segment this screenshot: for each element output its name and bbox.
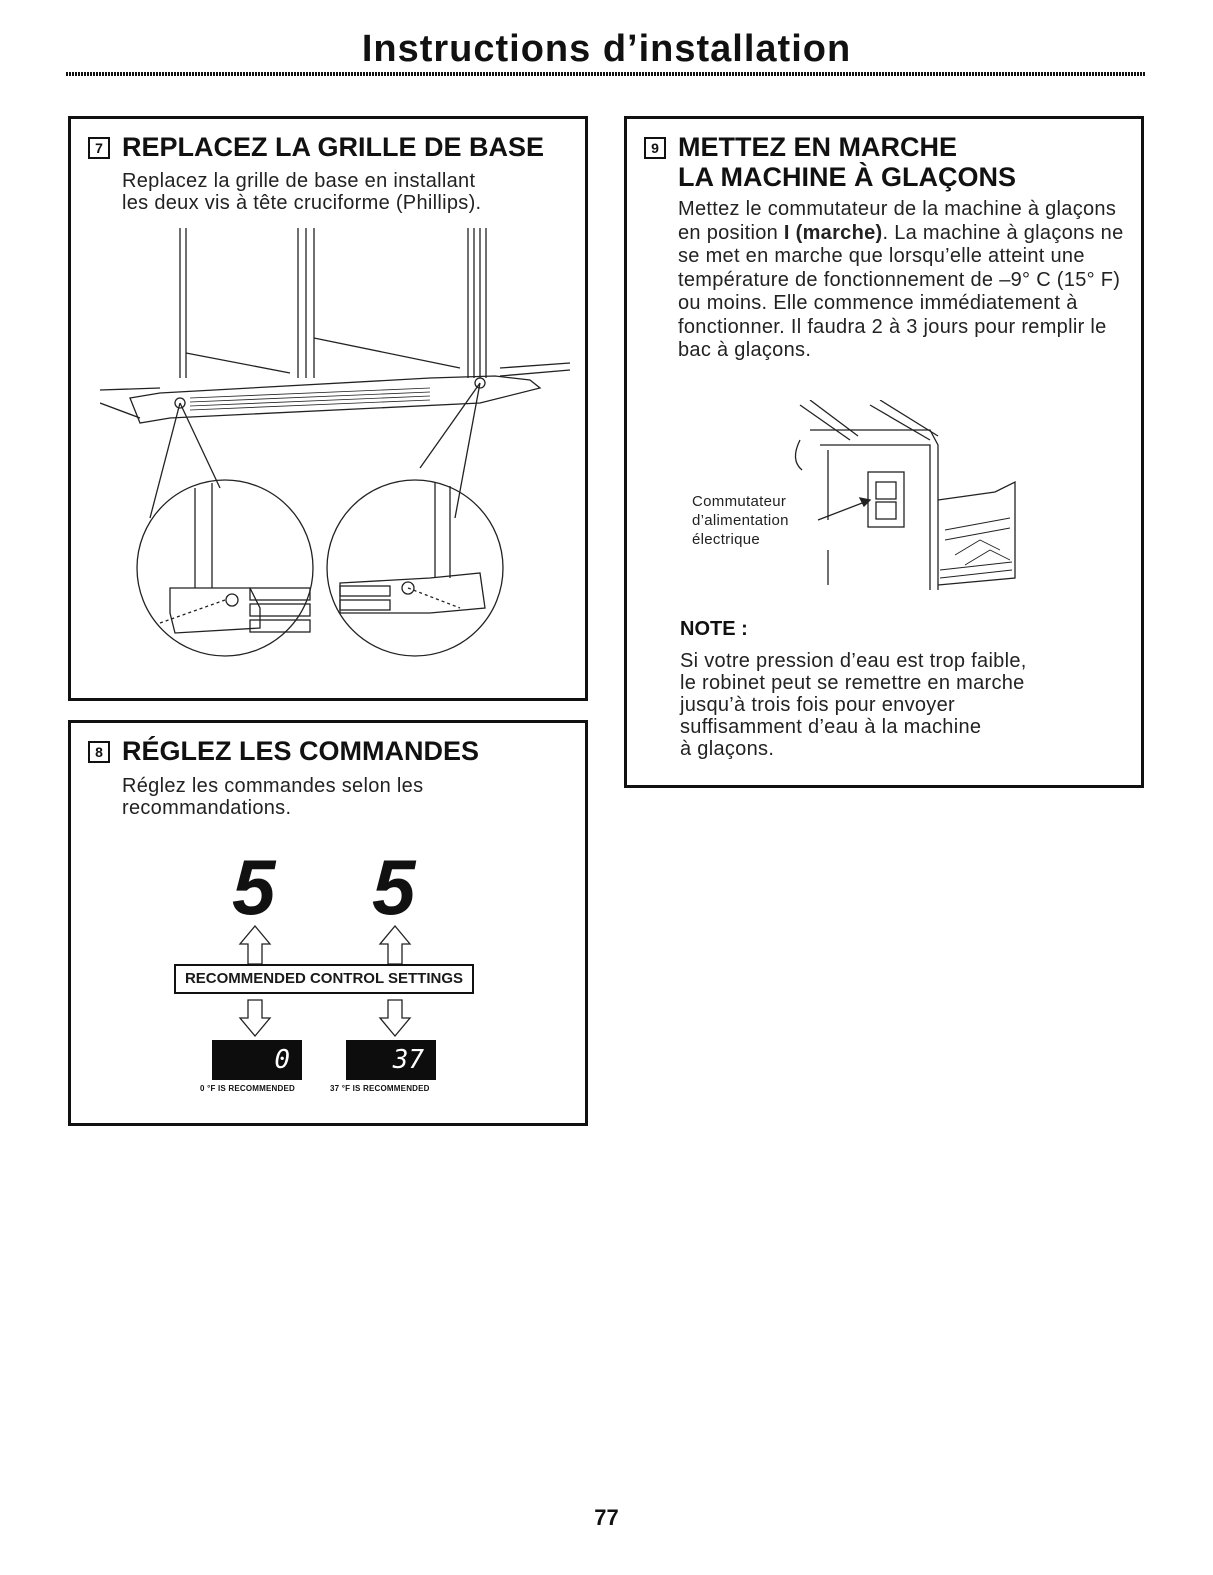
note-line-4: suffisamment d’eau à la machine (680, 716, 982, 738)
fresh-food-temp-display: 37 (346, 1040, 436, 1080)
step9-text-bold: I (marche) (783, 221, 883, 244)
title-rule (66, 72, 1146, 76)
note-title: NOTE : (680, 618, 748, 640)
callout-line-2: d’alimentation (692, 512, 789, 529)
recommended-settings-label: RECOMMENDED CONTROL SETTINGS (174, 964, 474, 994)
page-title: Instructions d’installation (361, 28, 852, 70)
note-line-2: le robinet peut se remettre en marche (680, 672, 1025, 694)
step9-title-line-2: LA MACHINE À GLAÇONS (678, 162, 1016, 192)
step9-heading (644, 132, 1016, 192)
freezer-temp-display: 0 (212, 1040, 302, 1080)
freezer-temp-caption: 0 °F IS RECOMMENDED (200, 1084, 296, 1093)
note-line-1: Si votre pression d’eau est trop faible, (680, 650, 1027, 672)
step9-number: 9 (644, 137, 666, 159)
step8-number: 8 (88, 741, 110, 763)
note-line-3: jusqu’à trois fois pour envoyer (680, 694, 955, 716)
step9-text-lead: Mettez le commutateur de la machine à glaçons en position (678, 198, 1117, 244)
icemaker-switch-illustration (780, 400, 1030, 600)
step8-text (122, 775, 423, 819)
step9-text-rest: . La machine à glaçons ne se met en marche que lorsqu’elle atteint une température de fonctionnement de –9° C (15° F) ou moins. Elle commence immédiatement à fonctionner. Il faudra 2 à 3 jours pour remplir le bac à glaçons. (678, 221, 1124, 361)
switch-callout (692, 492, 789, 549)
step7-heading (88, 132, 544, 162)
step7-text (122, 170, 481, 214)
fresh-food-dial-setting: 5 (372, 843, 416, 931)
note-line-5: à glaçons. (680, 738, 775, 760)
step8-heading (88, 736, 479, 766)
step8-line-1: Réglez les commandes selon les (122, 775, 424, 797)
step9-title-line-1: METTEZ EN MARCHE (678, 132, 957, 162)
freezer-dial-setting: 5 (232, 843, 276, 931)
step9-text (678, 198, 1128, 363)
callout-line-3: électrique (692, 531, 761, 548)
step7-line-1: Replacez la grille de base en installant (122, 170, 476, 192)
base-grille-illustration (100, 228, 570, 668)
step7-line-2: les deux vis à tête cruciforme (Phillips). (122, 192, 482, 214)
step8-line-2: recommandations. (122, 797, 292, 819)
note-text (680, 650, 1027, 760)
callout-line-1: Commutateur (692, 493, 787, 510)
step7-number: 7 (88, 137, 110, 159)
page-number: 77 (594, 1505, 619, 1530)
fresh-food-temp-caption: 37 °F IS RECOMMENDED (330, 1084, 430, 1093)
step7-title: REPLACEZ LA GRILLE DE BASE (122, 132, 545, 162)
step8-title: RÉGLEZ LES COMMANDES (122, 736, 480, 766)
